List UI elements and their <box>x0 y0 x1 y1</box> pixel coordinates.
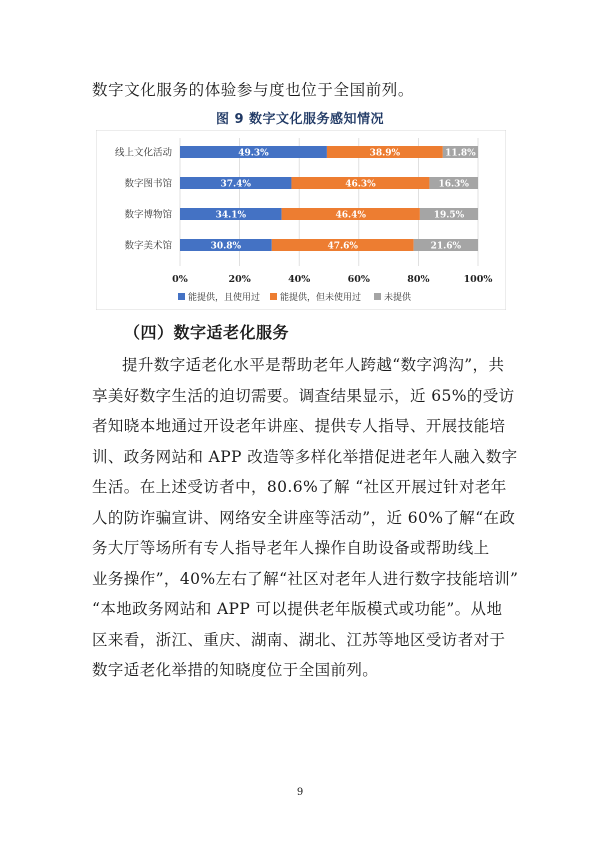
paragraph-line: 人的防诈骗宣讲、网络安全讲座等活动”，近 60%了解“在政 <box>92 508 516 527</box>
paragraph-line: 务大厅等场所有专人指导老年人操作自助设备或帮助线上 <box>92 539 490 557</box>
paragraph-line: 区来看，浙江、重庆、湖南、湖北、江苏等地区受访者对于 <box>92 630 506 649</box>
data-label: 46.4% <box>335 210 366 221</box>
section-heading: （四）数字适老化服务 <box>124 323 290 342</box>
data-label: 34.1% <box>215 210 247 221</box>
paragraph-line: 提升数字适老化水平是帮助老年人跨越“数字鸿沟”，共 <box>122 356 505 374</box>
data-label: 49.3% <box>238 148 269 159</box>
x-tick-label: 40% <box>288 274 311 285</box>
legend-swatch <box>270 293 277 300</box>
data-label: 19.5% <box>433 210 465 221</box>
data-label: 16.3% <box>438 179 469 190</box>
category-label: 数字图书馆 <box>124 178 172 190</box>
legend-swatch <box>374 293 381 300</box>
x-tick-label: 0% <box>172 274 188 285</box>
x-tick-label: 20% <box>228 274 251 285</box>
stacked-bar-chart <box>96 130 506 310</box>
data-label: 46.3% <box>345 179 376 190</box>
category-label: 线上文化活动 <box>114 147 172 159</box>
intro-line: 数字文化服务的体验参与度也位于全国前列。 <box>92 81 415 99</box>
legend-label: 未提供 <box>384 293 412 303</box>
data-label: 30.8% <box>210 241 242 252</box>
figure-caption: 图 9 数字文化服务感知情况 <box>215 112 385 127</box>
page-number: 9 <box>296 787 304 798</box>
data-label: 37.4% <box>220 179 251 190</box>
paragraph-line: 数字适老化举措的知晓度位于全国前列。 <box>92 661 379 679</box>
paragraph-line: 享美好数字生活的迫切需要。调查结果显示，近 65%的受访 <box>92 386 515 405</box>
category-label: 数字美术馆 <box>124 240 172 252</box>
body-paragraph <box>92 350 519 686</box>
x-tick-label: 60% <box>347 274 370 285</box>
paragraph-line: 生活。在上述受访者中，80.6%了解 “社区开展过针对老年 <box>92 478 507 496</box>
legend-label: 能提供，且使用过 <box>188 293 261 303</box>
category-label: 数字博物馆 <box>124 209 172 221</box>
x-tick-label: 80% <box>407 274 430 285</box>
data-label: 11.8% <box>445 148 476 159</box>
paragraph-line: “本地政务网站和 APP 可以提供老年版模式或功能”。从地 <box>92 600 503 618</box>
data-label: 38.9% <box>369 148 401 159</box>
legend-swatch <box>178 293 185 300</box>
paragraph-line: 业务操作”，40%左右了解“社区对老年人进行数字技能培训” <box>92 569 519 588</box>
legend-label: 能提供，但未使用过 <box>280 293 362 303</box>
data-label: 47.6% <box>327 241 358 252</box>
x-tick-label: 100% <box>463 274 493 285</box>
data-label: 21.6% <box>430 241 462 252</box>
paragraph-line: 者知晓本地通过开设老年讲座、提供专人指导、开展技能培 <box>92 417 506 435</box>
paragraph-line: 训、政务网站和 APP 改造等多样化举措促进老年人融入数字 <box>92 447 518 466</box>
